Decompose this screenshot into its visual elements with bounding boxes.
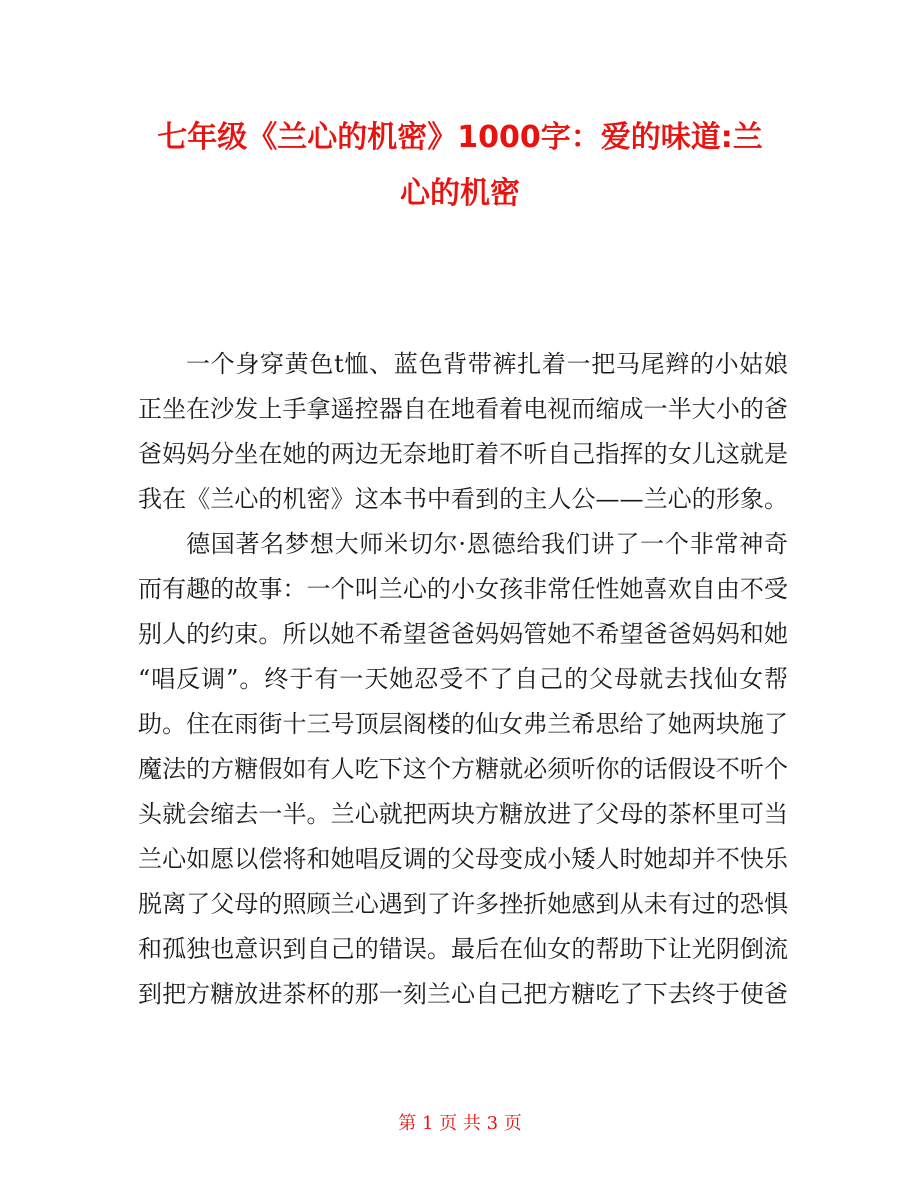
page-indicator: 第 1 页 共 3 页 — [398, 1113, 522, 1134]
body-line: 别人的约束。所以她不希望爸爸妈妈管她不希望爸爸妈妈和她 — [138, 620, 788, 648]
body-line: 正坐在沙发上手拿遥控器自在地看着电视而缩成一半大小的爸 — [138, 395, 788, 423]
title-line-1: 七年级《兰心的机密》1000字：爱的味道:兰 — [157, 120, 763, 155]
body-line: 德国著名梦想大师米切尔·恩德给我们讲了一个非常神奇 — [186, 530, 788, 558]
body-line: 和孤独也意识到自己的错误。最后在仙女的帮助下让光阴倒流 — [138, 935, 788, 963]
body-line: 魔法的方糖假如有人吃下这个方糖就必须听你的话假设不听个 — [138, 755, 788, 783]
body-line: 兰心如愿以偿将和她唱反调的父母变成小矮人时她却并不快乐 — [138, 845, 788, 873]
body-line: 脱离了父母的照顾兰心遇到了许多挫折她感到从未有过的恐惧 — [138, 890, 788, 918]
title-line-2: 心的机密 — [400, 176, 520, 211]
body-line: 我在《兰心的机密》这本书中看到的主人公——兰心的形象。 — [138, 485, 788, 513]
document-body — [138, 342, 788, 1017]
body-line: 助。住在雨街十三号顶层阁楼的仙女弗兰希思给了她两块施了 — [138, 710, 788, 738]
body-line: 而有趣的故事：一个叫兰心的小女孩非常任性她喜欢自由不受 — [138, 575, 788, 603]
body-line: 爸妈妈分坐在她的两边无奈地盯着不听自己指挥的女儿这就是 — [138, 440, 788, 468]
body-line: 一个身穿黄色t恤、蓝色背带裤扎着一把马尾辫的小姑娘 — [186, 350, 788, 378]
body-line: 头就会缩去一半。兰心就把两块方糖放进了父母的茶杯里可当 — [138, 800, 788, 828]
body-line: 到把方糖放进茶杯的那一刻兰心自己把方糖吃了下去终于使爸 — [138, 980, 788, 1008]
body-line: “唱反调”。终于有一天她忍受不了自己的父母就去找仙女帮 — [138, 665, 788, 693]
document-title — [120, 110, 800, 222]
